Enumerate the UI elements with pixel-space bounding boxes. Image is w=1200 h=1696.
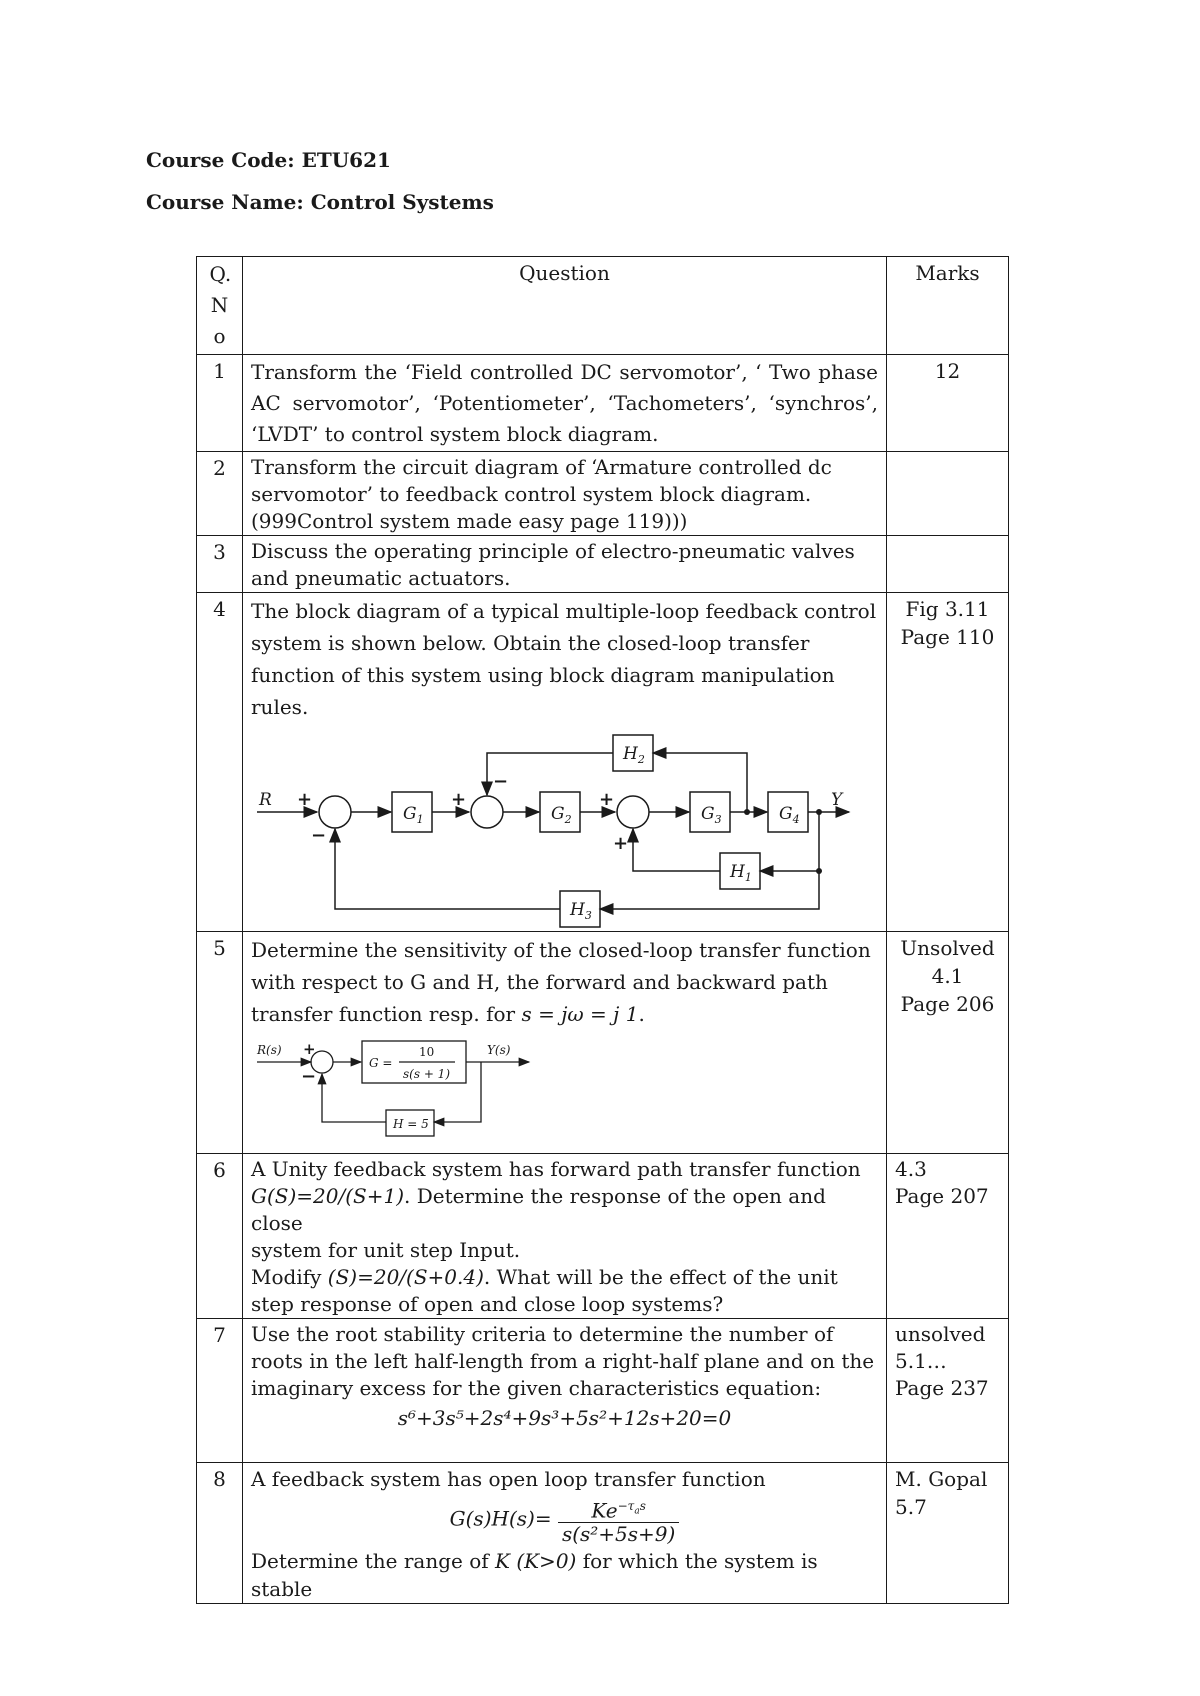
sign-minus: − <box>493 771 509 792</box>
marks-line: M. Gopal <box>895 1467 988 1491</box>
question-line <box>251 1547 878 1603</box>
marks-cell <box>887 452 1009 536</box>
summing-junction-2 <box>471 796 503 828</box>
table-row <box>197 1319 1009 1463</box>
question-text: The block diagram of a typical multiple-loop feedback control system is shown below. Obtain the closed-loop transfer function of this system using block diagram manipulation rules. <box>251 599 877 719</box>
question-line-rest: . What will be the effect of the unit <box>483 1265 838 1289</box>
table-row <box>197 932 1009 1154</box>
question-line: system for unit step Input. <box>251 1238 521 1262</box>
marks-cell <box>887 1319 1009 1463</box>
question-text: Transform the ‘Field controlled DC servomotor’, ‘ Two phase AC servomotor’, ‘Potentiometer’, ‘Tachometers’, ‘synchros’, ‘LVDT’ to control system block diagram. <box>243 355 887 452</box>
question-line <box>251 1264 878 1291</box>
label-h2: $H_2$ <box>623 744 645 766</box>
marks-line: Page 207 <box>895 1184 989 1208</box>
summing-junction-1 <box>319 796 351 828</box>
label-g1: $G_1$ <box>403 804 424 826</box>
question-line: step response of open and close loop systems? <box>251 1292 724 1316</box>
diagram-line-h2-in <box>653 753 747 812</box>
label-y: Y(s) <box>487 1043 511 1057</box>
table-row <box>197 452 1009 536</box>
sign-plus: + <box>599 789 615 810</box>
row-number: 3 <box>197 536 243 593</box>
label-h3: $H_3$ <box>570 900 592 922</box>
row-number: 5 <box>197 932 243 1154</box>
question-line-part: Determine the range of <box>251 1549 496 1574</box>
table-header-row <box>197 257 1009 355</box>
marks-line: 4.1 <box>931 964 964 988</box>
diagram-line-h1-out <box>633 829 720 871</box>
question-math: (S)=20/(S+0.4) <box>327 1265 484 1289</box>
exponent-s: s <box>639 1499 646 1513</box>
question-cell <box>243 593 887 932</box>
row-number: 2 <box>197 452 243 536</box>
label-g: G = <box>369 1056 393 1070</box>
marks-line: 4.3 <box>895 1157 927 1181</box>
question-cell <box>243 1154 887 1319</box>
course-name: Course Name: Control Systems <box>146 190 494 214</box>
marks-line: Page 110 <box>900 625 995 649</box>
diagram-line-feedback-out <box>322 1074 386 1122</box>
question-line: Transform the circuit diagram of ‘Armature controlled dc <box>251 455 832 479</box>
block-diagram-multiloop <box>251 723 871 931</box>
question-math: s = jω = j 1 <box>521 1002 639 1026</box>
question-line-rest: . Determine the response of the open and close <box>251 1184 826 1235</box>
table-row <box>197 536 1009 593</box>
equation-denominator: s(s²+5s+9) <box>561 1522 676 1547</box>
numerator-base: Ke <box>591 1498 618 1523</box>
exponent-tau: −τ <box>617 1499 635 1513</box>
diagram-line-h3-in <box>600 871 819 909</box>
label-g4: $G_4$ <box>779 804 800 826</box>
question-cell <box>243 932 887 1154</box>
question-line: A feedback system has open loop transfer function <box>251 1467 766 1491</box>
row-number: 1 <box>197 355 243 452</box>
question-line-rest: for which the system is stable <box>251 1549 818 1602</box>
marks-cell <box>887 593 1009 932</box>
label-g-num: 10 <box>419 1045 435 1059</box>
question-text: Discuss the operating principle of electro-pneumatic valves and pneumatic actuators. <box>243 536 887 593</box>
row-number: 4 <box>197 593 243 932</box>
characteristic-equation: s⁶+3s⁵+2s⁴+9s³+5s²+12s+20=0 <box>397 1406 732 1430</box>
sign-minus: − <box>301 1066 317 1087</box>
marks-line: Fig 3.11 <box>905 597 990 621</box>
question-math: G(S)=20/(S+1) <box>251 1184 405 1208</box>
marks-line: Page 206 <box>900 992 995 1016</box>
marks-cell <box>887 536 1009 593</box>
question-text <box>243 452 887 536</box>
table-row <box>197 1154 1009 1319</box>
pickoff-point <box>816 809 822 815</box>
transfer-function-equation <box>251 1495 878 1545</box>
question-line-part: Modify <box>251 1265 328 1289</box>
equation-lhs: G(s)H(s)= <box>449 1506 552 1531</box>
marks-line: Unsolved <box>900 936 995 960</box>
header-qno-text: Q. N o <box>209 262 232 348</box>
marks-cell: 12 <box>887 355 1009 452</box>
label-g2: $G_2$ <box>551 804 572 826</box>
label-h1: $H_1$ <box>730 862 752 884</box>
marks-cell <box>887 932 1009 1154</box>
header-question: Question <box>243 257 887 355</box>
marks-line: 5.7 <box>895 1495 927 1519</box>
pickoff-point <box>744 809 750 815</box>
sign-plus: + <box>297 789 313 810</box>
question-line: A Unity feedback system has forward path transfer function <box>251 1157 861 1181</box>
row-number: 8 <box>197 1463 243 1604</box>
question-text: Use the root stability criteria to determine the number of roots in the left half-length from a right-half plane and on the imaginary excess for the given characteristics equation: <box>251 1322 875 1400</box>
question-table <box>196 256 1009 1604</box>
diagram-line-h3-out <box>335 829 560 909</box>
sign-plus: + <box>613 833 629 854</box>
marks-cell <box>887 1154 1009 1319</box>
sign-plus: + <box>303 1040 316 1058</box>
block-diagram-unity <box>251 1040 531 1144</box>
row-number: 6 <box>197 1154 243 1319</box>
question-text-end: . <box>638 1002 645 1026</box>
question-math: K (K>0) <box>495 1549 577 1574</box>
course-code: Course Code: ETU621 <box>146 148 391 172</box>
header-marks: Marks <box>887 257 1009 355</box>
label-g3: $G_3$ <box>701 804 722 826</box>
question-line <box>251 1183 878 1237</box>
question-text-part: Determine the sensitivity of the closed-loop transfer function with respect to G and H, the forward and backward path transfer function resp. for <box>251 938 871 1026</box>
table-row <box>197 593 1009 932</box>
summing-junction-3 <box>617 796 649 828</box>
label-g-den: s(s + 1) <box>403 1067 450 1081</box>
question-text <box>251 934 878 1030</box>
question-line: servomotor’ to feedback control system block diagram. <box>251 482 812 506</box>
label-h: H = 5 <box>393 1117 429 1131</box>
equation-fraction <box>558 1495 679 1545</box>
label-r: R <box>259 790 272 810</box>
marks-cell <box>887 1463 1009 1604</box>
marks-line: 5.1… <box>895 1349 947 1373</box>
sign-minus: − <box>311 825 327 846</box>
pickoff-point <box>816 868 822 874</box>
row-number: 7 <box>197 1319 243 1463</box>
equation-numerator <box>558 1495 679 1523</box>
marks-line: Page 237 <box>895 1376 989 1400</box>
table-row <box>197 1463 1009 1604</box>
sign-plus: + <box>451 789 467 810</box>
label-y: Y <box>831 790 843 810</box>
label-r: R(s) <box>257 1043 282 1057</box>
marks-line: unsolved <box>895 1322 986 1346</box>
table-row <box>197 355 1009 452</box>
question-cell <box>243 1463 887 1604</box>
header-qno <box>197 257 243 355</box>
exponent-sub: a <box>634 1506 640 1517</box>
question-line: (999Control system made easy page 119))) <box>251 509 688 533</box>
question-cell <box>243 1319 887 1463</box>
